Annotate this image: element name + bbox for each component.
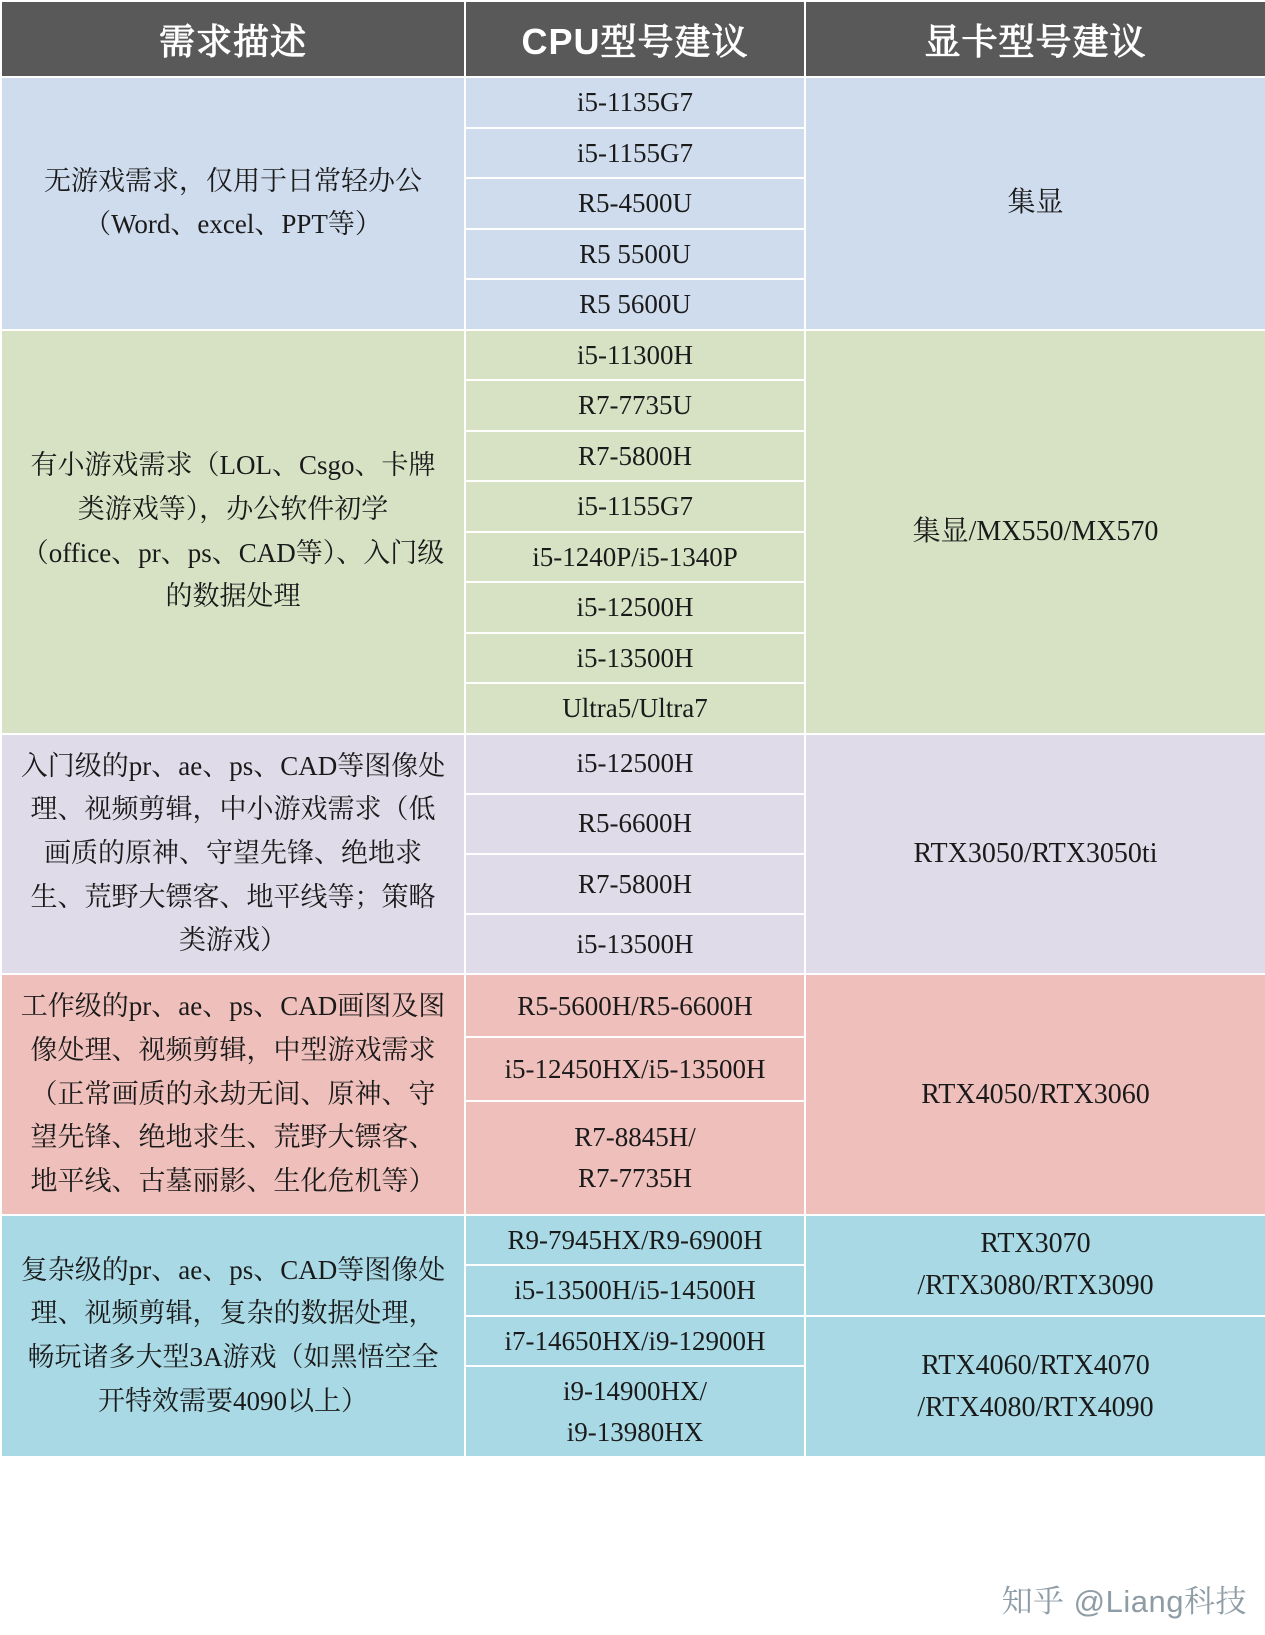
cpu-model-cell: i5-13500H/i5-14500H bbox=[465, 1265, 805, 1316]
cpu-model-cell: R5-5600H/R5-6600H bbox=[465, 974, 805, 1037]
cpu-model-cell: i5-1240P/i5-1340P bbox=[465, 532, 805, 583]
table-header bbox=[1, 1, 1265, 77]
cpu-model-cell: i5-1155G7 bbox=[465, 128, 805, 179]
cpu-model-cell: R7-5800H bbox=[465, 431, 805, 482]
cpu-model-cell: i5-12500H bbox=[465, 734, 805, 794]
table-row bbox=[1, 974, 1265, 1037]
column-header-requirement: 需求描述 bbox=[1, 1, 465, 77]
cpu-model-cell: i5-1135G7 bbox=[465, 77, 805, 128]
watermark: 知乎 @Liang科技 bbox=[1001, 1584, 1247, 1619]
cpu-model-cell: i9-14900HX/ i9-13980HX bbox=[465, 1366, 805, 1457]
cpu-model-cell: i5-13500H bbox=[465, 914, 805, 974]
cpu-model-cell: R5 5600U bbox=[465, 279, 805, 330]
table-body bbox=[1, 77, 1265, 1457]
gpu-model-cell: 集显/MX550/MX570 bbox=[805, 330, 1265, 734]
cpu-model-cell: i5-1155G7 bbox=[465, 481, 805, 532]
cpu-model-cell: R7-8845H/ R7-7735H bbox=[465, 1101, 805, 1215]
cpu-model-cell: i5-13500H bbox=[465, 633, 805, 684]
column-header-gpu: 显卡型号建议 bbox=[805, 1, 1265, 77]
table-header-row bbox=[1, 1, 1265, 77]
cpu-model-cell: Ultra5/Ultra7 bbox=[465, 683, 805, 734]
gpu-model-cell: RTX3070 /RTX3080/RTX3090 bbox=[805, 1215, 1265, 1316]
column-header-cpu: CPU型号建议 bbox=[465, 1, 805, 77]
cpu-model-cell: R5-6600H bbox=[465, 794, 805, 854]
table-row bbox=[1, 77, 1265, 128]
table-row bbox=[1, 1215, 1265, 1266]
cpu-model-cell: R7-5800H bbox=[465, 854, 805, 914]
cpu-model-cell: R7-7735U bbox=[465, 380, 805, 431]
requirement-description: 有小游戏需求（LOL、Csgo、卡牌类游戏等），办公软件初学（office、pr、ps、CAD等）、入门级的数据处理 bbox=[1, 330, 465, 734]
cpu-model-cell: R9-7945HX/R9-6900H bbox=[465, 1215, 805, 1266]
cpu-model-cell: R5-4500U bbox=[465, 178, 805, 229]
cpu-model-cell: R5 5500U bbox=[465, 229, 805, 280]
requirement-description: 无游戏需求，仅用于日常轻办公（Word、excel、PPT等） bbox=[1, 77, 465, 330]
requirement-description: 入门级的pr、ae、ps、CAD等图像处理、视频剪辑，中小游戏需求（低画质的原神、守望先锋、绝地求生、荒野大镖客、地平线等；策略类游戏） bbox=[1, 734, 465, 975]
requirement-description: 复杂级的pr、ae、ps、CAD等图像处理、视频剪辑，复杂的数据处理，畅玩诸多大型3A游戏（如黑悟空全开特效需要4090以上） bbox=[1, 1215, 465, 1458]
gpu-model-cell: RTX4050/RTX3060 bbox=[805, 974, 1265, 1215]
requirement-description: 工作级的pr、ae、ps、CAD画图及图像处理、视频剪辑，中型游戏需求（正常画质的永劫无间、原神、守望先锋、绝地求生、荒野大镖客、地平线、古墓丽影、生化危机等） bbox=[1, 974, 465, 1215]
cpu-model-cell: i5-11300H bbox=[465, 330, 805, 381]
table-row bbox=[1, 734, 1265, 794]
table-row bbox=[1, 330, 1265, 381]
gpu-model-cell: RTX3050/RTX3050ti bbox=[805, 734, 1265, 975]
gpu-model-cell: 集显 bbox=[805, 77, 1265, 330]
cpu-model-cell: i5-12450HX/i5-13500H bbox=[465, 1037, 805, 1100]
cpu-model-cell: i7-14650HX/i9-12900H bbox=[465, 1316, 805, 1367]
cpu-model-cell: i5-12500H bbox=[465, 582, 805, 633]
gpu-model-cell: RTX4060/RTX4070 /RTX4080/RTX4090 bbox=[805, 1316, 1265, 1458]
